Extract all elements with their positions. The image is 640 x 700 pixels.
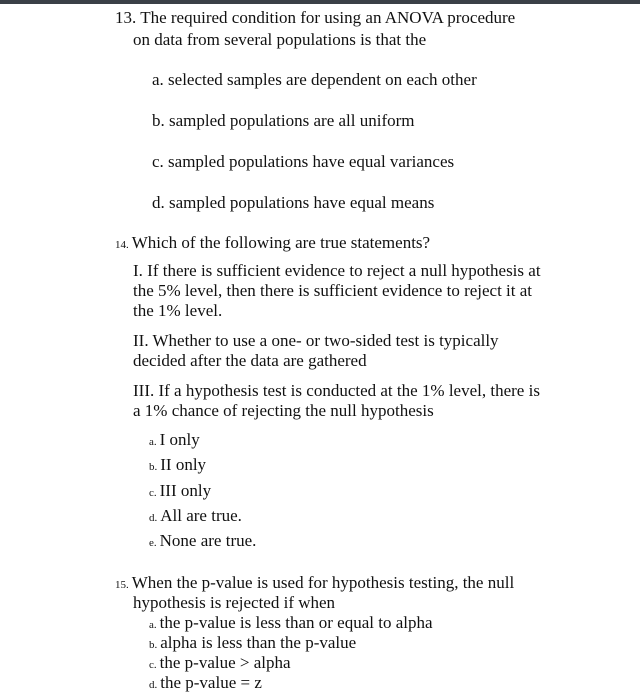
q14-option-a: a. I only: [149, 430, 200, 449]
q14-statement-3-line1: III. If a hypothesis test is conducted at the 1% level, there is: [133, 381, 540, 400]
q15-option-d: d. the p-value = z: [149, 673, 262, 692]
q14-statement-2-line2: decided after the data are gathered: [133, 351, 367, 370]
q13-option-b: b. sampled populations are all uniform: [152, 111, 415, 130]
q14-option-d: d. All are true.: [149, 506, 242, 525]
q15-number: 15.: [115, 579, 129, 591]
q15-option-b: b. alpha is less than the p-value: [149, 633, 357, 652]
q15-stem-line1: 15. When the p-value is used for hypothesis testing, the null: [115, 573, 515, 592]
q14-statement-1-line3: the 1% level.: [133, 301, 223, 320]
q14-statement-2-line1: II. Whether to use a one- or two-sided test is typically: [133, 331, 499, 350]
q13-option-d: d. sampled populations have equal means: [152, 193, 435, 212]
q15-stem-line2: hypothesis is rejected if when: [133, 593, 336, 612]
q13-option-c: c. sampled populations have equal variances: [152, 152, 455, 171]
q15-option-c: c. the p-value > alpha: [149, 653, 291, 672]
q14-option-e: e. None are true.: [149, 531, 257, 550]
q14-stem: 14. Which of the following are true statements?: [115, 233, 431, 252]
q13-option-a: a. selected samples are dependent on each other: [152, 70, 477, 89]
q14-option-b: b. II only: [149, 455, 207, 474]
q14-statement-3-line2: a 1% chance of rejecting the null hypothesis: [133, 401, 434, 420]
q14-option-c: c. III only: [149, 481, 212, 500]
q14-number: 14.: [115, 239, 129, 251]
q14-statement-1-line1: I. If there is sufficient evidence to reject a null hypothesis at: [133, 261, 541, 280]
q13-number: 13.: [115, 8, 137, 27]
q14-statement-1-line2: the 5% level, then there is sufficient evidence to reject it at: [133, 281, 533, 300]
q13-stem-line1: 13. The required condition for using an ANOVA procedure: [115, 8, 516, 27]
q15-option-a: a. the p-value is less than or equal to alpha: [149, 613, 433, 632]
q13-stem-line2: on data from several populations is that the: [133, 30, 427, 49]
